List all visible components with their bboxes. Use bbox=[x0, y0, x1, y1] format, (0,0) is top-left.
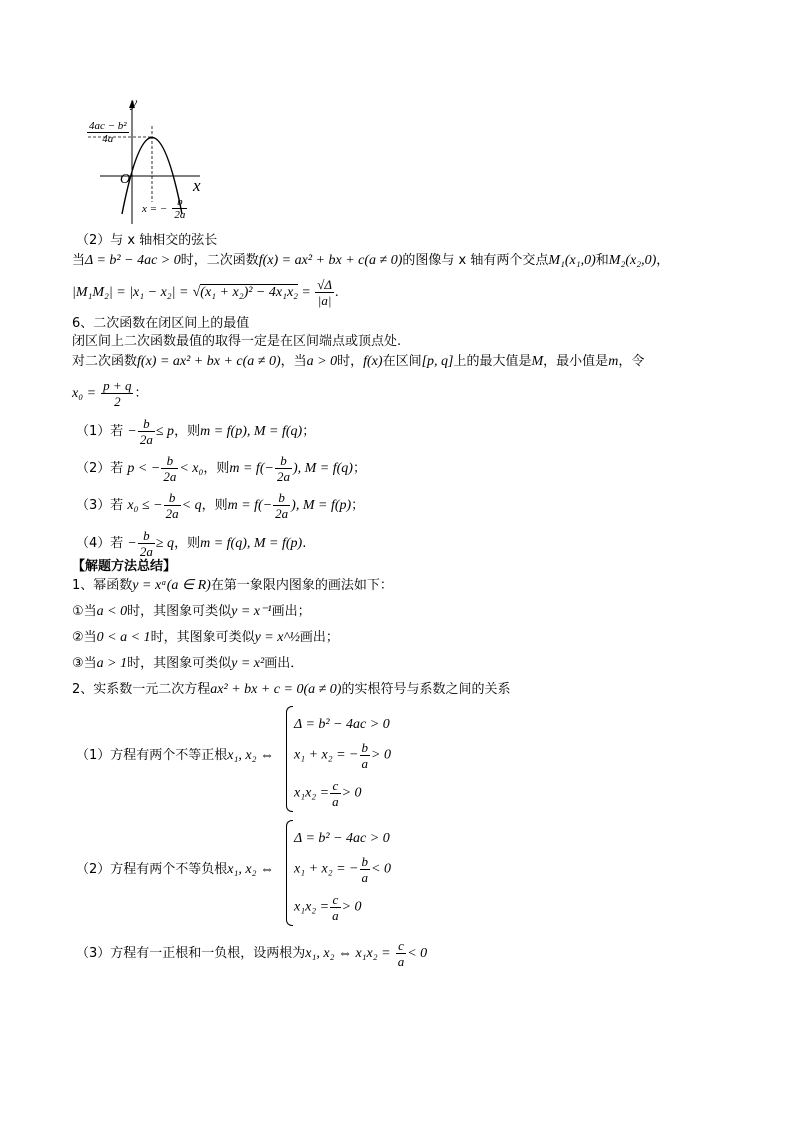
chord-line1-pre: 当 bbox=[72, 253, 86, 268]
item-2-mid: 时，其图象可类似 bbox=[150, 630, 255, 645]
chord-line1-pt1: M₁(x₁,0) bbox=[548, 253, 596, 268]
p1-pre: 1、幂函数 bbox=[72, 578, 133, 593]
root-2-brace bbox=[286, 820, 293, 926]
intro-end: ，令 bbox=[618, 354, 645, 369]
symmetry-axis-num: b bbox=[172, 196, 187, 209]
x0-den: 2 bbox=[114, 394, 121, 409]
chord-formula bbox=[72, 277, 339, 308]
case-4 bbox=[76, 528, 306, 559]
intro-mid4: 上的最大值是 bbox=[453, 354, 532, 369]
item-3-pre: ③当 bbox=[72, 656, 97, 671]
case-3-then: ，则 bbox=[201, 498, 228, 513]
case-1-frac bbox=[138, 416, 155, 447]
case-3-result: m = f(− bbox=[227, 498, 273, 513]
root-2-c2-end: < 0 bbox=[371, 861, 391, 877]
case-4-rel: ≥ q bbox=[155, 536, 175, 551]
item-2-end: 画出； bbox=[299, 630, 339, 645]
item-1-cond: a < 0 bbox=[96, 604, 128, 619]
root-3-vars: x₁, x₂ ⇔ x₁x₂ = bbox=[305, 946, 391, 961]
root-2-cond1: Δ = b² − 4ac > 0 bbox=[294, 831, 390, 846]
intro-cond: a > 0 bbox=[306, 354, 338, 369]
root-1-brace bbox=[286, 706, 293, 812]
p1-post: 在第一象限内图象的画法如下： bbox=[210, 578, 393, 593]
y-axis-label: y bbox=[131, 96, 138, 111]
p2-pre: 2、实系数一元二次方程 bbox=[72, 682, 211, 697]
item-2-pre: ②当 bbox=[72, 630, 97, 645]
root-case-1-label bbox=[76, 748, 274, 764]
power-item-3 bbox=[72, 656, 303, 672]
root-1-c2-end: > 0 bbox=[371, 747, 391, 763]
case-2-res-den: 2a bbox=[276, 469, 290, 484]
root-1-c3-pre: x₁x₂ = bbox=[294, 785, 330, 801]
case-2-result: m = f(− bbox=[229, 461, 274, 476]
symmetry-axis-label bbox=[142, 196, 188, 221]
intro-fx: f(x) bbox=[363, 354, 383, 369]
case-3-den: 2a bbox=[165, 506, 179, 521]
chord-heading: （2）与 x 轴相交的弦长 bbox=[76, 233, 218, 248]
vertex-value-den: 4a bbox=[102, 133, 114, 145]
symmetry-axis-frac bbox=[172, 196, 187, 221]
methods-p2 bbox=[72, 682, 511, 698]
root-case-2-label bbox=[76, 862, 274, 878]
case-2-den: 2a bbox=[163, 469, 177, 484]
root-3-frac bbox=[396, 938, 407, 969]
power-item-2 bbox=[72, 630, 339, 646]
methods-p1 bbox=[72, 578, 393, 594]
item-2-cond: 0 < a < 1 bbox=[96, 630, 151, 645]
case-2-frac bbox=[161, 453, 178, 484]
intro-pre: 对二次函数 bbox=[72, 354, 138, 369]
case-3-label: （3）若 bbox=[76, 498, 124, 513]
case-4-result: m = f(q), M = f(p) bbox=[200, 536, 303, 551]
case-1-end: ； bbox=[302, 424, 316, 439]
root-2-c2-num: b bbox=[361, 854, 369, 869]
root-1-c3-num: c bbox=[330, 778, 341, 794]
item-2-fn: y = x^½ bbox=[254, 630, 300, 645]
intro-mid5: ，最小值是 bbox=[543, 354, 609, 369]
item-1-end: 画出； bbox=[271, 604, 311, 619]
root-2-vars: x₁, x₂ ⇔ bbox=[227, 862, 274, 877]
item-1-mid: 时，其图象可类似 bbox=[127, 604, 232, 619]
case-3-pre: x₀ ≤ − bbox=[127, 498, 163, 513]
case-1-pre: − bbox=[127, 424, 137, 439]
root-1-c2-num: b bbox=[361, 740, 369, 755]
methods-heading: 【解题方法总结】 bbox=[72, 559, 177, 574]
case-1 bbox=[76, 416, 315, 447]
case-2-num: b bbox=[161, 453, 178, 469]
sqrt-sign: √ bbox=[192, 285, 201, 300]
case-2-rel: < x₀ bbox=[179, 461, 204, 476]
root-3-num: c bbox=[396, 938, 407, 954]
root-2-c2-frac bbox=[360, 854, 371, 885]
x0-num: p + q bbox=[103, 378, 132, 393]
case-4-label: （4）若 bbox=[76, 536, 124, 551]
root-2-cond2 bbox=[294, 854, 391, 885]
root-1-cond2 bbox=[294, 740, 391, 771]
p2-post: 的实根符号与系数之间的关系 bbox=[341, 682, 511, 697]
root-2-c3-end: > 0 bbox=[341, 899, 362, 915]
case-2-label: （2）若 bbox=[76, 461, 124, 476]
root-2-cond3 bbox=[294, 892, 362, 923]
root-2-c2-den: a bbox=[361, 870, 369, 885]
chord-line1-pt2: M₂(x₂,0) bbox=[608, 253, 657, 268]
power-item-1 bbox=[72, 604, 311, 620]
chord-formula-end: . bbox=[335, 285, 339, 300]
case-1-rel: ≤ p bbox=[155, 424, 175, 439]
root-2-label: （2）方程有两个不等负根 bbox=[76, 862, 228, 877]
root-case-3 bbox=[76, 938, 427, 969]
chord-line1-and: 和 bbox=[595, 253, 609, 268]
chord-line1-post: 的图像与 x 轴有两个交点 bbox=[402, 253, 549, 268]
case-2-then: ，则 bbox=[203, 461, 230, 476]
intro-M: M bbox=[531, 354, 544, 369]
item-1-pre: ①当 bbox=[72, 604, 97, 619]
root-3-end: < 0 bbox=[407, 946, 428, 961]
intro-fn: f(x) = ax² + bx + c(a ≠ 0) bbox=[137, 354, 281, 369]
p1-fn: y = xᵃ(a ∈ R) bbox=[132, 578, 211, 593]
vertex-value-label bbox=[87, 120, 129, 145]
case-1-den: 2a bbox=[139, 432, 153, 447]
chord-formula-frac bbox=[315, 277, 334, 308]
chord-line1 bbox=[72, 253, 669, 269]
root-1-c3-frac bbox=[330, 778, 341, 809]
root-3-den: a bbox=[397, 954, 405, 969]
case-4-pre: − bbox=[127, 536, 137, 551]
root-3-label: （3）方程有一正根和一负根，设两根为 bbox=[76, 946, 306, 961]
case-3-res-end: ), M = f(p) bbox=[291, 498, 352, 513]
case-3-res-num: b bbox=[273, 490, 290, 506]
root-1-label: （1）方程有两个不等正根 bbox=[76, 748, 228, 763]
item-3-end: 画出． bbox=[264, 656, 304, 671]
chord-formula-den: |a| bbox=[317, 293, 332, 308]
case-1-then: ，则 bbox=[174, 424, 201, 439]
chord-formula-lhs: |M₁M₂| = |x₁ − x₂| = bbox=[72, 285, 189, 300]
chord-line1-end: ， bbox=[656, 253, 670, 268]
chord-line1-cond: Δ = b² − 4ac > 0 bbox=[85, 253, 181, 268]
symmetry-axis-text: x = − bbox=[142, 203, 168, 215]
item-3-cond: a > 1 bbox=[96, 656, 128, 671]
x-axis-label: x bbox=[193, 176, 201, 195]
intro-mid: ，当 bbox=[280, 354, 307, 369]
x0-frac bbox=[101, 378, 133, 409]
root-1-c2-frac bbox=[360, 740, 371, 771]
x0-definition bbox=[72, 378, 147, 409]
root-1-cond1: Δ = b² − 4ac > 0 bbox=[294, 717, 390, 732]
p2-eq: ax² + bx + c = 0(a ≠ 0) bbox=[210, 682, 342, 697]
root-1-c3-end: > 0 bbox=[341, 785, 362, 801]
case-4-then: ，则 bbox=[174, 536, 201, 551]
chord-formula-num: √Δ bbox=[317, 277, 332, 292]
root-2-c3-pre: x₁x₂ = bbox=[294, 899, 330, 915]
x0-end: ： bbox=[134, 386, 148, 401]
chord-formula-eq: = bbox=[302, 285, 311, 300]
root-1-c3-den: a bbox=[332, 794, 339, 809]
case-3-num: b bbox=[164, 490, 181, 506]
case-3-rel: < q bbox=[181, 498, 202, 513]
case-2-res-end: ), M = f(q) bbox=[292, 461, 353, 476]
sec6-desc: 闭区间上二次函数最值的取得一定是在区间端点或顶点处. bbox=[72, 334, 402, 349]
case-2 bbox=[76, 453, 366, 484]
sec6-title: 6、二次函数在闭区间上的最值 bbox=[72, 316, 250, 331]
intro-m: m bbox=[608, 354, 619, 369]
case-2-res-num: b bbox=[275, 453, 292, 469]
symmetry-axis-den: 2a bbox=[174, 209, 186, 221]
item-3-mid: 时，其图象可类似 bbox=[127, 656, 232, 671]
root-2-c2-pre: x₁ + x₂ = − bbox=[294, 861, 359, 877]
root-2-c3-den: a bbox=[332, 908, 339, 923]
chord-line1-fn: f(x) = ax² + bx + c(a ≠ 0) bbox=[258, 253, 403, 268]
case-2-end: ； bbox=[352, 461, 366, 476]
item-3-fn: y = x² bbox=[231, 656, 265, 671]
sec6-intro bbox=[72, 354, 644, 370]
case-1-num: b bbox=[138, 416, 155, 432]
case-3-end: ； bbox=[351, 498, 365, 513]
root-2-c3-frac bbox=[330, 892, 341, 923]
chord-line1-mid: 时，二次函数 bbox=[180, 253, 259, 268]
case-1-label: （1）若 bbox=[76, 424, 124, 439]
case-4-frac bbox=[138, 528, 155, 559]
root-2-c3-num: c bbox=[330, 892, 341, 908]
x0-lhs: x₀ = bbox=[72, 386, 97, 401]
root-1-vars: x₁, x₂ ⇔ bbox=[227, 748, 274, 763]
case-3-res-frac bbox=[273, 490, 290, 521]
intro-mid2: 时， bbox=[337, 354, 364, 369]
root-1-c2-den: a bbox=[361, 756, 369, 771]
intro-mid3: 在区间 bbox=[382, 354, 422, 369]
case-4-num: b bbox=[138, 528, 155, 544]
origin-label: O bbox=[120, 172, 131, 187]
case-4-den: 2a bbox=[139, 544, 153, 559]
case-2-pre: p < − bbox=[127, 461, 161, 476]
case-3 bbox=[76, 490, 364, 521]
chord-formula-sqrt: (x₁ + x₂)² − 4x₁x₂ bbox=[200, 285, 299, 300]
case-1-result: m = f(p), M = f(q) bbox=[200, 424, 303, 439]
vertex-value-num: 4ac − b² bbox=[89, 120, 127, 132]
intro-interval: [p, q] bbox=[421, 354, 454, 369]
case-2-res-frac bbox=[275, 453, 292, 484]
root-1-c2-pre: x₁ + x₂ = − bbox=[294, 747, 359, 763]
case-3-frac bbox=[164, 490, 181, 521]
item-1-fn: y = x⁻¹ bbox=[231, 604, 272, 619]
case-4-end: . bbox=[302, 536, 307, 551]
root-1-cond3 bbox=[294, 778, 362, 809]
case-3-res-den: 2a bbox=[275, 506, 289, 521]
